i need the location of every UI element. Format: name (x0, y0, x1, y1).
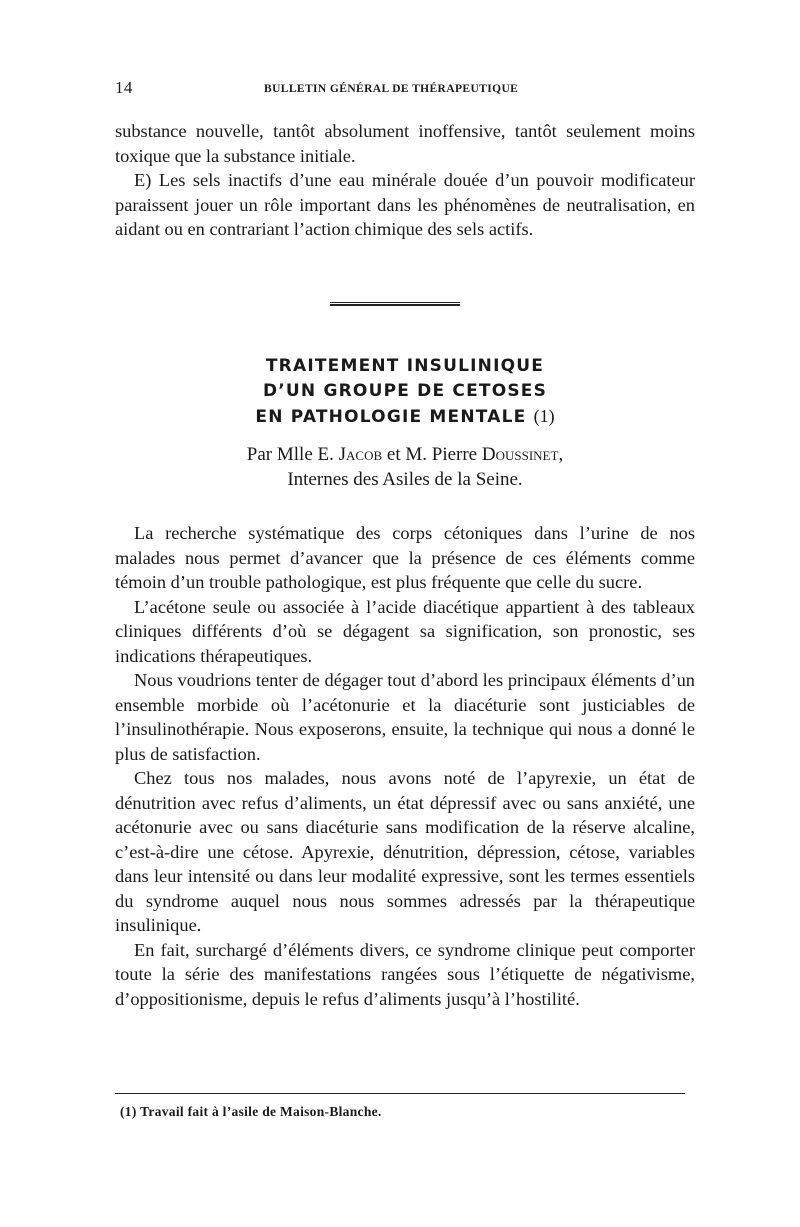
paragraph: E) Les sels inactifs d’une eau minérale douée d’un pouvoir modificateur paraissent jouer un rôle important dans les phénomènes de neutralisation, en aidant ou en contrariant l’action chimique des sels actifs. (115, 170, 695, 239)
document-page (115, 78, 695, 1119)
authors-prefix: Par Mlle E. (246, 444, 339, 465)
paragraph: La recherche systématique des corps cétoniques dans l’urine de nos malades nous permet d’avancer que la présence de ces éléments comme témoin d’un trouble pathologique, est plus fréquente que celle du sucre. (115, 523, 695, 592)
paragraph: L’acétone seule ou associée à l’acide diacétique appartient à des tableaux cliniques différents d’où se dégagent sa signification, son pronostic, ses indications thérapeutiques. (115, 596, 695, 666)
affiliation: Internes des Asiles de la Seine. (287, 469, 523, 490)
footnote: (1) Travail fait à l’asile de Maison-Blanche. (120, 1104, 382, 1119)
journal-title: BULLETIN GÉNÉRAL DE THÉRAPEUTIQUE (264, 83, 519, 95)
footnote-reference: (1) (533, 406, 555, 426)
article-title-line: D’UN GROUPE DE CETOSES (262, 381, 548, 401)
article-title-line: TRAITEMENT INSULINIQUE (265, 356, 545, 376)
footnote-rule (115, 1093, 685, 1094)
paragraph: Chez tous nos malades, nous avons noté de l’apyrexie, un état de dénutrition avec refus d’aliments, un état dépressif avec ou sans anxiété, une acétonurie avec ou sans diacéturie sans modification de la réserve alcaline, c’est-à-dire une cétose. Apyrexie, dénutrition, dépression, cétose, variables dans leur intensité ou dans leur modalité expressive, sont les termes essentiels du syndrome auquel nous nous sommes adressés par la thérapeutique insulinique. (115, 768, 695, 935)
section-separator (330, 302, 460, 306)
author-surname: Jacob (338, 444, 383, 465)
article-title-text: EN PATHOLOGIE MENTALE (255, 407, 527, 427)
authors-suffix: , (558, 444, 564, 465)
article-heading (115, 354, 695, 492)
paragraph: Nous voudrions tenter de dégager tout d’abord les principaux éléments d’un ensemble morbide où l’acétonurie et la diacéturie sont justiciables de l’insulinothérapie. Nous exposerons, ensuite, la technique qui nous a donné le plus de satisfaction. (115, 670, 695, 764)
previous-article-ending (115, 119, 695, 242)
article-body (115, 521, 695, 1011)
authors-mid: et M. Pierre (382, 444, 482, 465)
paragraph: En fait, surchargé d’éléments divers, ce syndrome clinique peut comporter toute la série des manifestations rangées sous l’étiquette de négativisme, d’oppositionisme, depuis le refus d’aliments jusqu’à l’hostilité. (115, 939, 695, 1009)
article-title-line (115, 404, 695, 430)
authors (115, 442, 695, 467)
author-surname: Doussinet (481, 444, 559, 465)
byline (115, 442, 695, 492)
running-header (115, 78, 695, 100)
page-number: 14 (115, 78, 133, 97)
paragraph: substance nouvelle, tantôt absolument inoffensive, tantôt seulement moins toxique que la substance initiale. (115, 121, 695, 166)
